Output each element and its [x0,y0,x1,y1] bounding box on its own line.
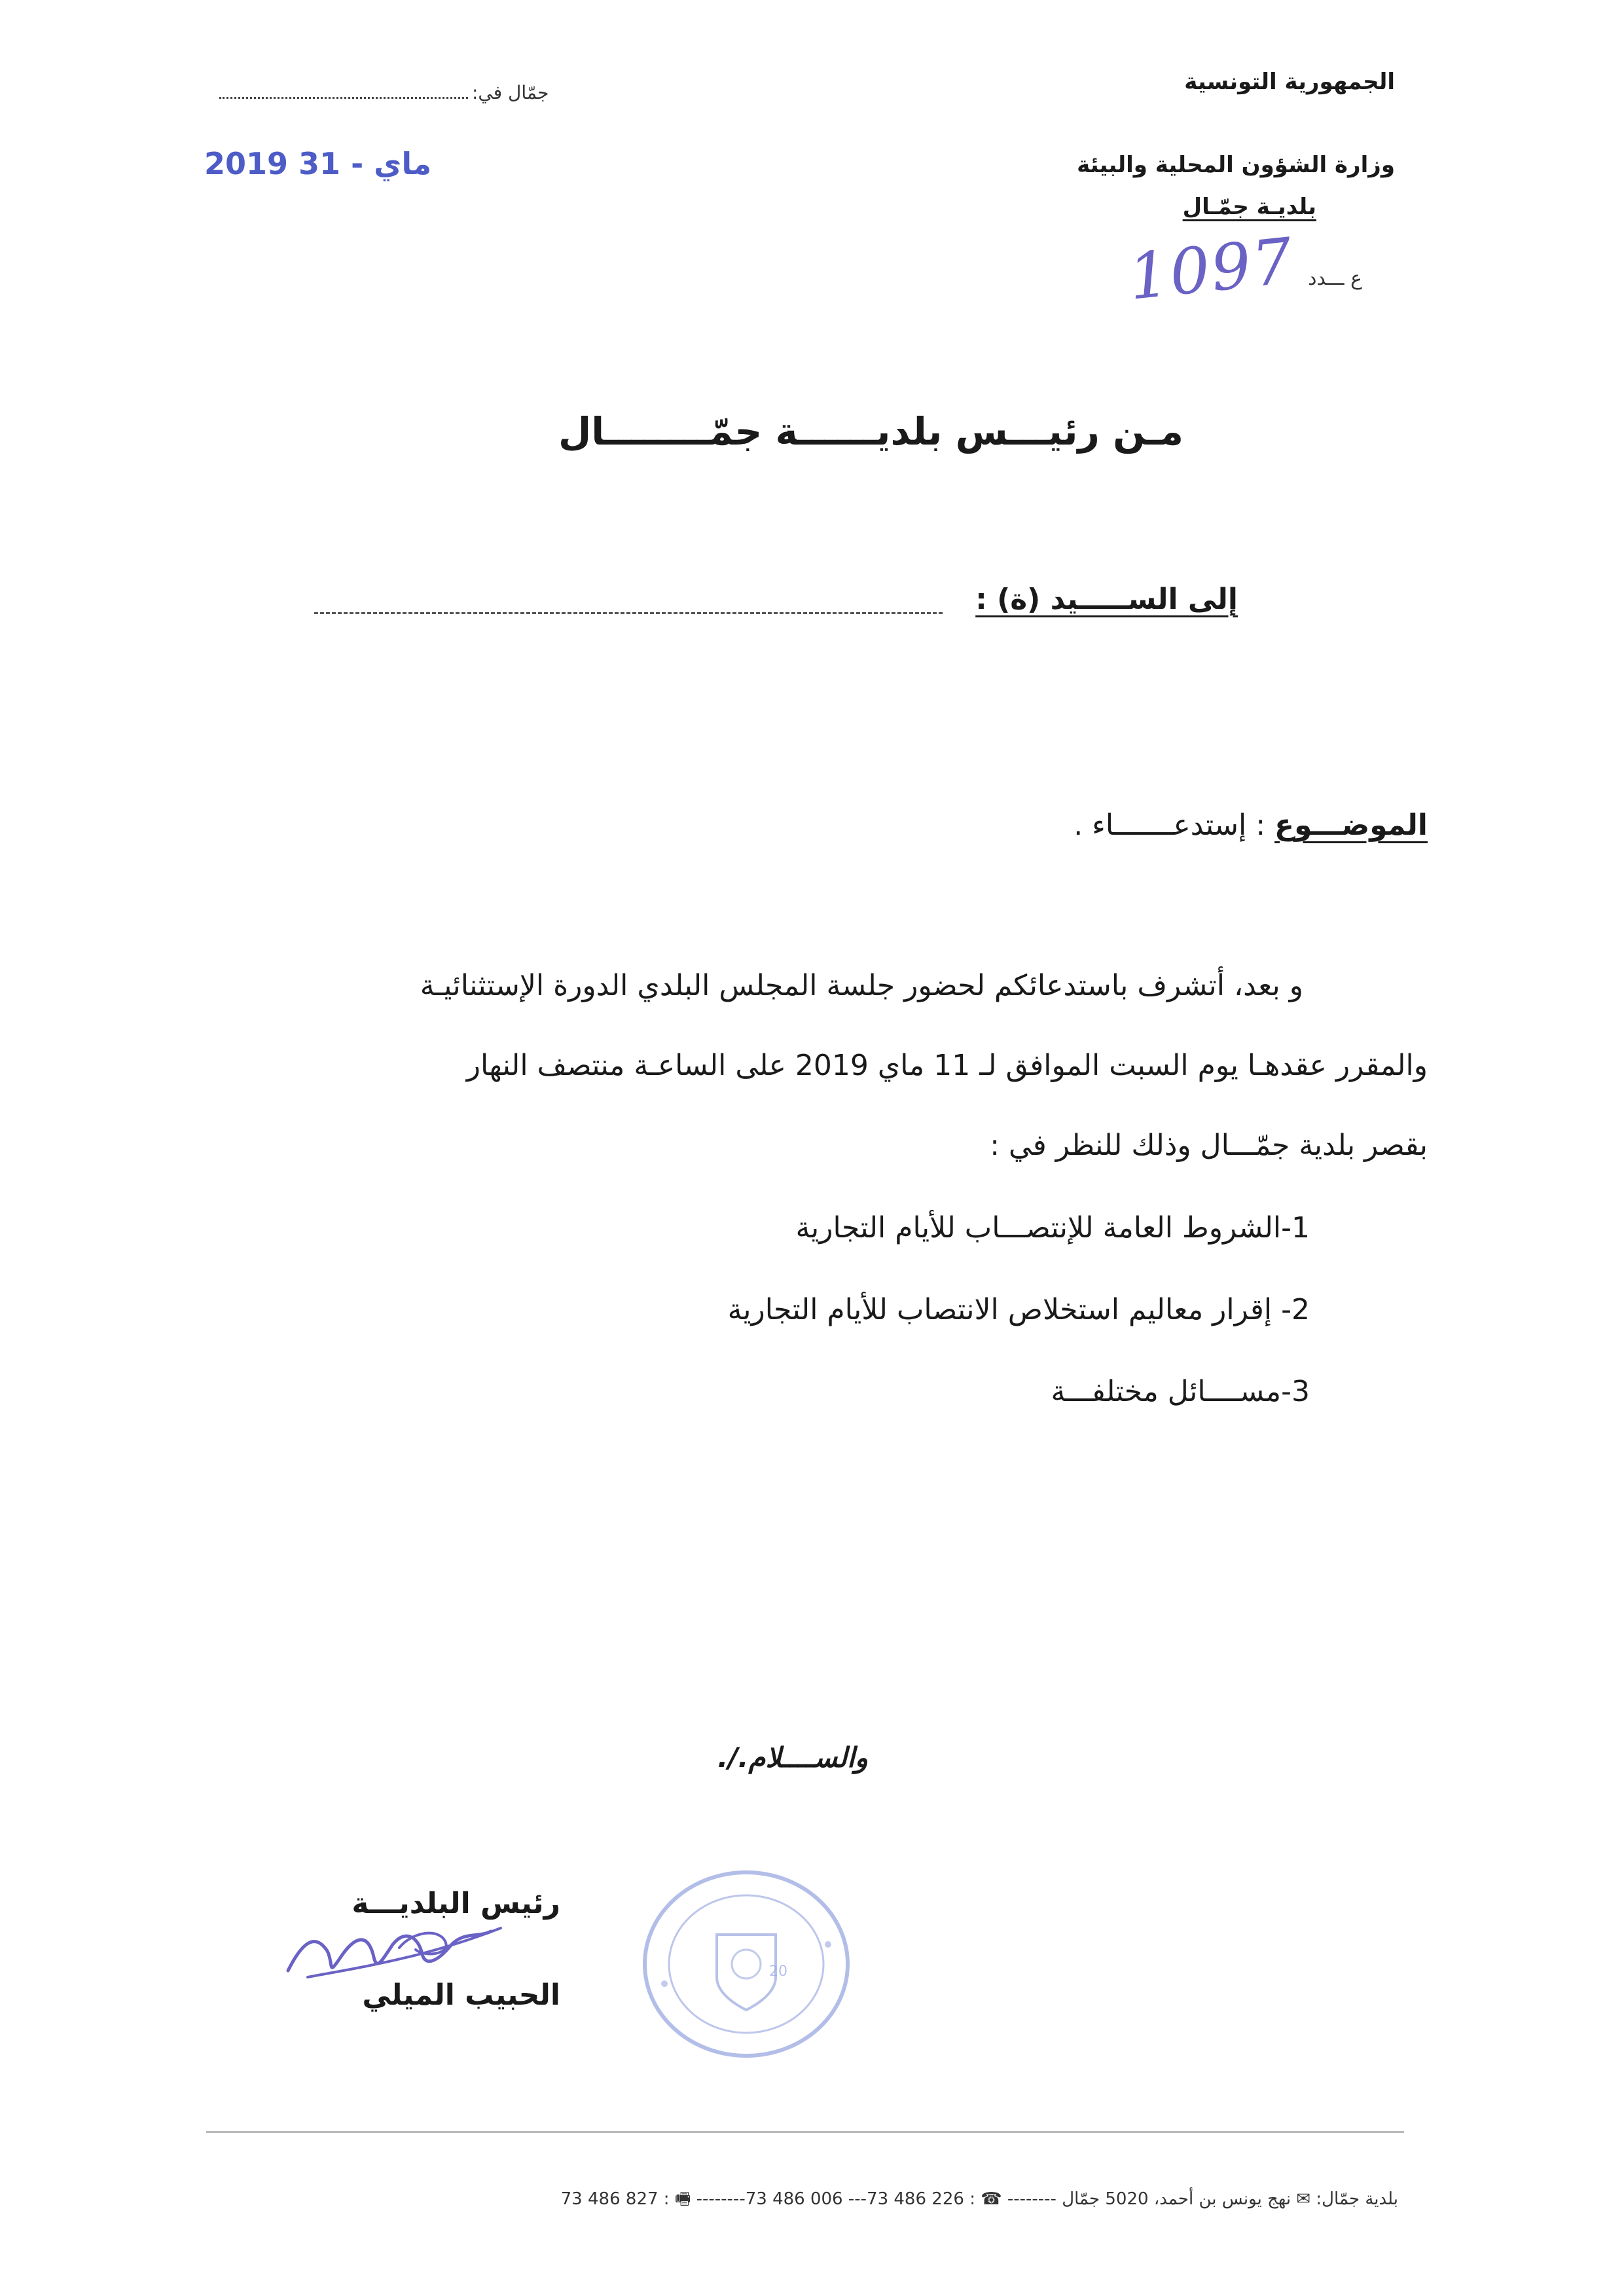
letter-body [194,946,1428,1186]
footer-address: بلدية جمّال: ✉ نهج يونس بن أحمد، 5020 جمّال -------- ☎ : 226 486 73--- 006 486 73-------- 🖷 : 827 486 73 [560,2189,1398,2209]
agenda-item-2: 2- إقرار معاليم استخلاص الانتصاب للأيام التجارية [727,1293,1310,1326]
country-name: الجمهورية التونسية [1184,69,1395,95]
recipient-blank-line [314,612,943,614]
body-line-1: و بعد، أتشرف باستدعائكم لحضور جلسة المجلس البلدي الدورة الإستثنائيـة [420,969,1303,1002]
municipality-name: بلديـة جمّـال [1182,194,1316,220]
signatory-name: الحبيب الميلي [362,1978,560,2012]
subject-value: : إستدعـــــــاء . [1074,809,1266,842]
date-stamp: 2019 ماي - 31 [204,146,432,181]
agenda-item-3: 3-مســــائل مختلفـــة [1051,1375,1310,1408]
letter-title [0,409,1624,454]
body-line-2: والمقرر عقدهـا يوم السبت الموافق لـ 11 ماي 2019 على الساعـة منتصف النهار [466,1049,1428,1082]
official-seal-icon [638,1866,854,2062]
closing-salutation: والســــلام./. [717,1741,868,1774]
signatory-title: رئيس البلديـــة [352,1887,560,1920]
body-line-3: بقصر بلدية جمّـــال وذلك للنظر في : [990,1129,1428,1162]
recipient-label: إلى الســـــيد (ة) : [975,583,1238,616]
reference-number: 1097 [1125,224,1297,314]
letter-title-text: مـن رئيـــس بلديــــــة جمّــــــــال [558,409,1184,454]
handwritten-signature [281,1892,511,1997]
place-date-label: جمّال في: [472,82,549,103]
agenda-item-1: 1-الشروط العامة للإنتصـــاب للأيام التجارية [795,1211,1310,1245]
subject-line [1074,809,1428,842]
place-date-line [219,82,549,103]
footer-divider [206,2131,1404,2133]
reference-label: ع ـــدد [1308,267,1362,290]
svg-text:20: 20 [769,1963,787,1980]
subject-label: الموضـــوع [1274,809,1428,842]
ministry-name: وزارة الشؤون المحلية والبيئة [1077,152,1395,178]
date-blank-line [219,97,468,99]
